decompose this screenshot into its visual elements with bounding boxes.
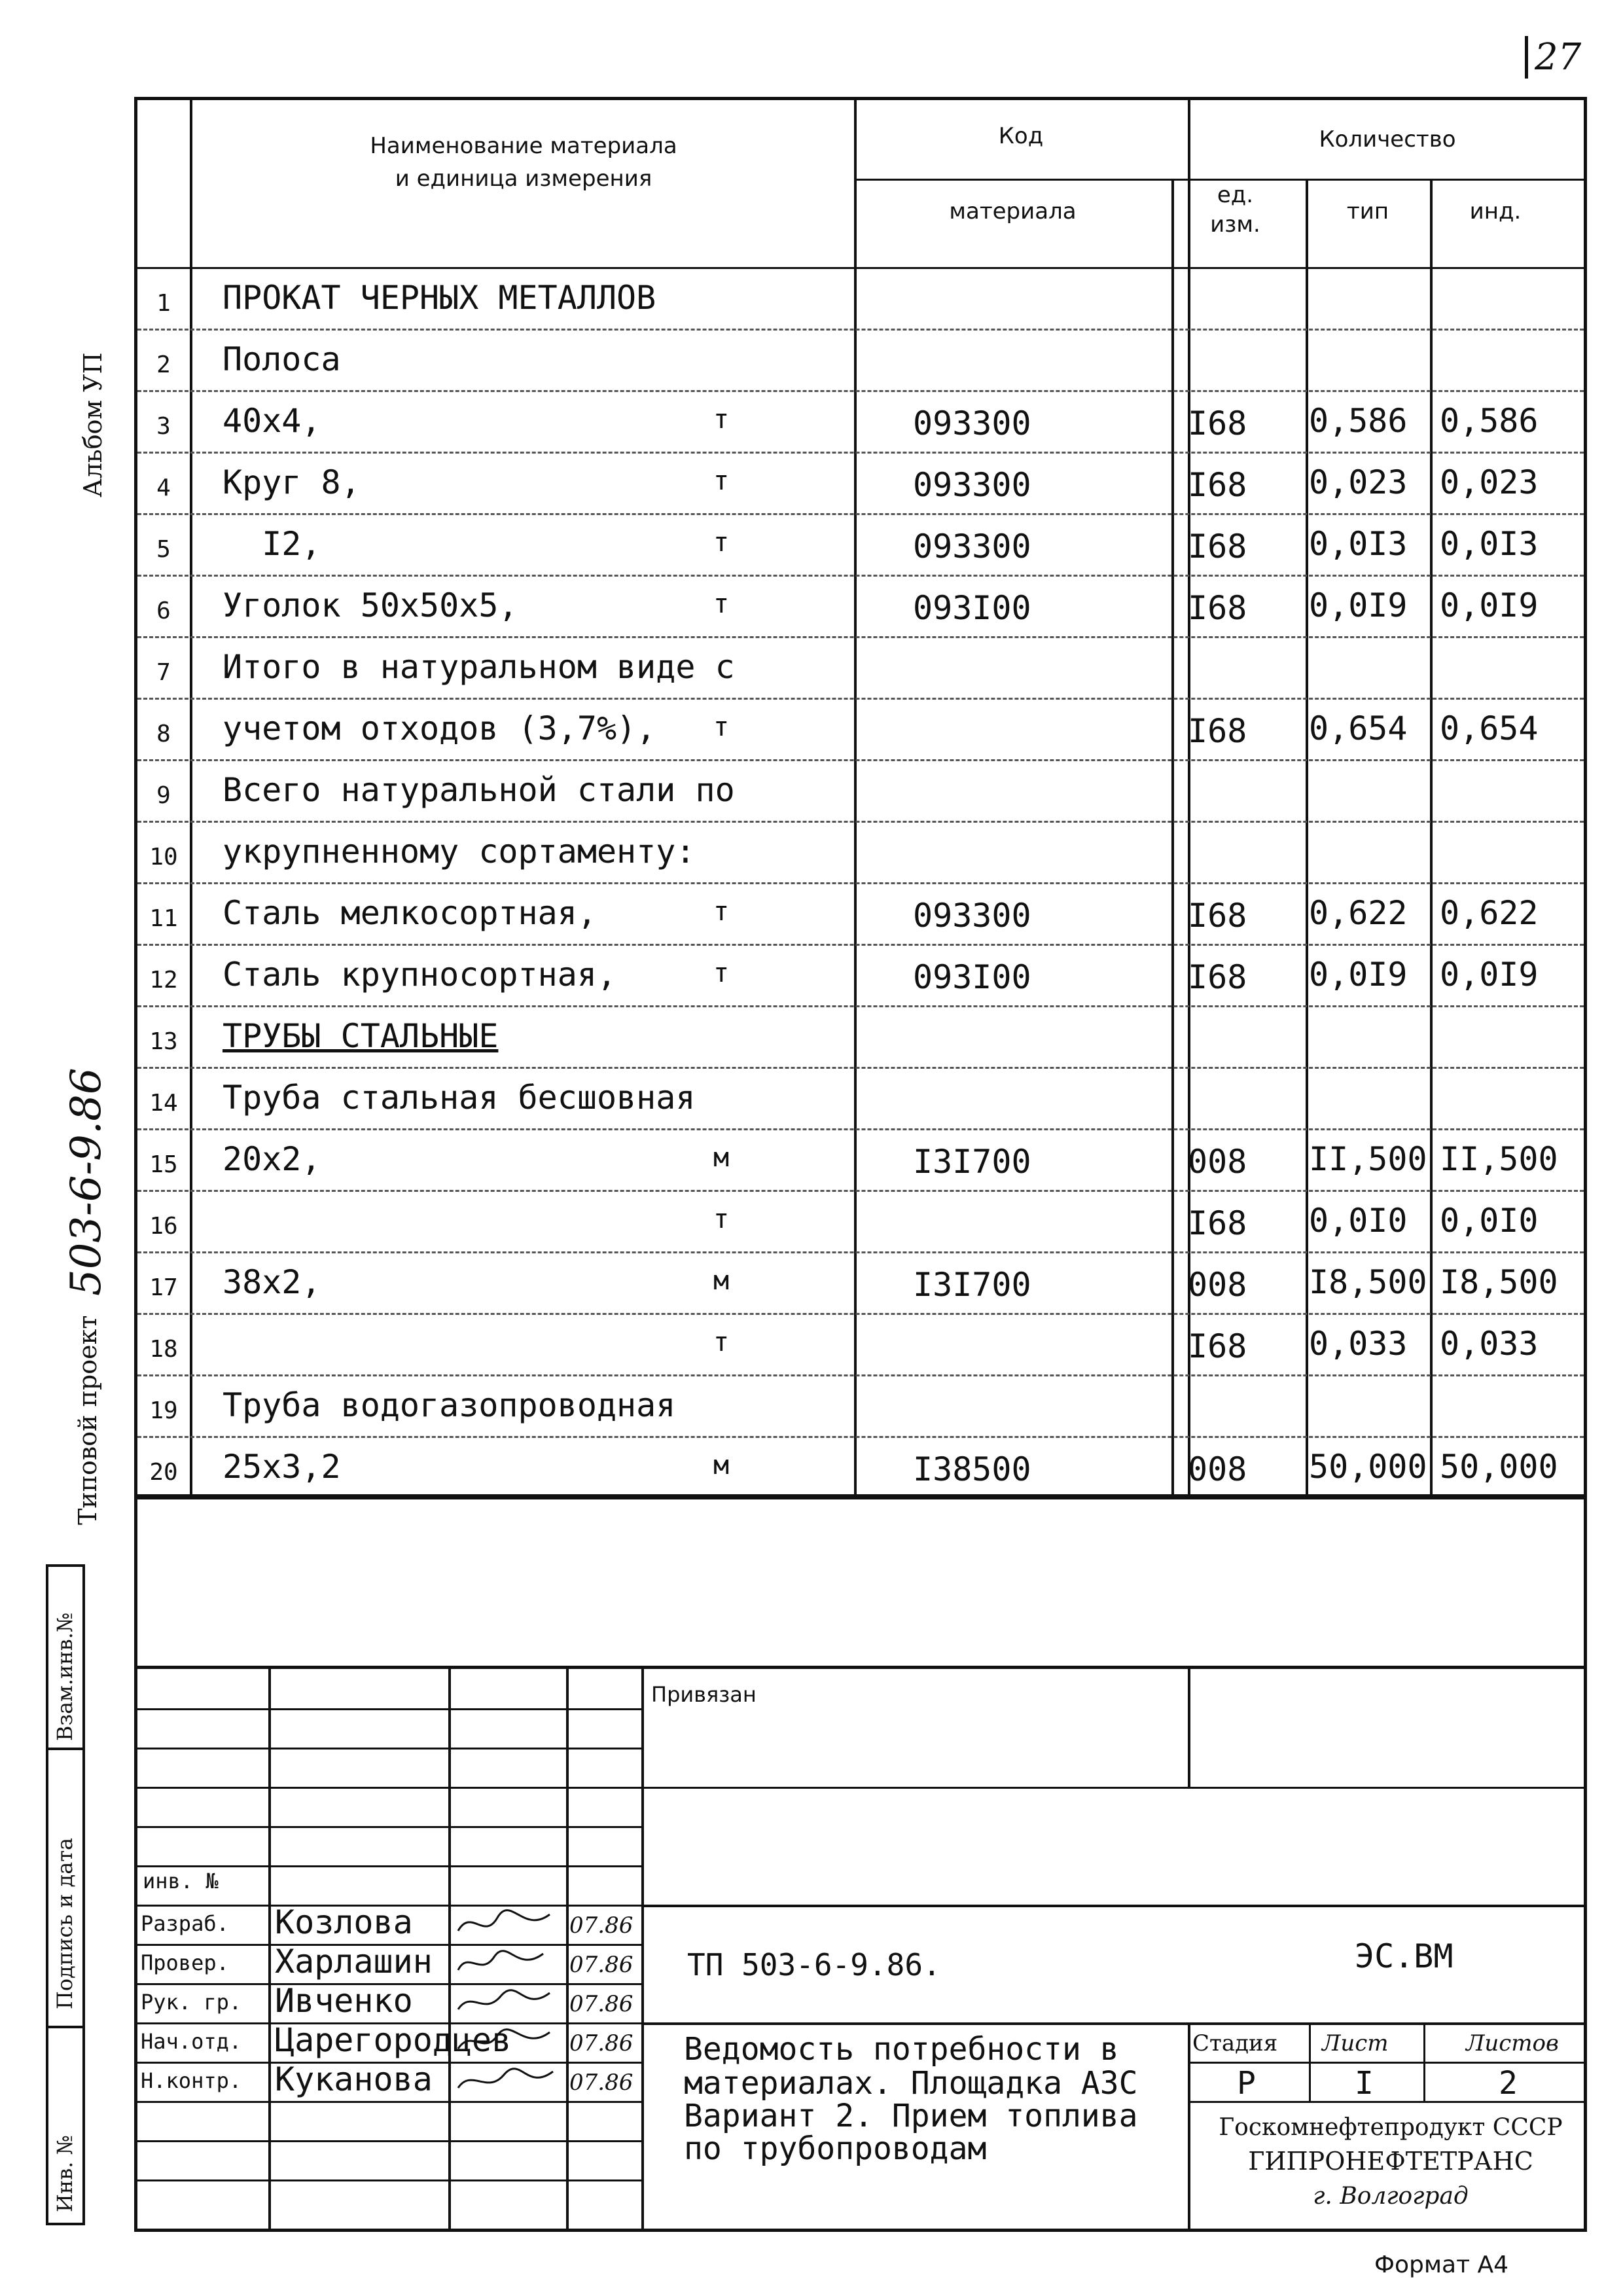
row-code: 093I00 xyxy=(913,958,1031,996)
row-ind: II,500 xyxy=(1309,1140,1427,1178)
row-ind: 0,033 xyxy=(1309,1325,1408,1363)
row-unit-letter: т xyxy=(713,712,730,742)
row-code: 093300 xyxy=(913,466,1031,504)
row-name: ПРОКАТ ЧЕРНЫХ МЕТАЛЛОВ xyxy=(223,279,656,317)
row-divider xyxy=(137,1128,1584,1130)
row-ind: 0,0I0 xyxy=(1309,1202,1408,1240)
row-divider xyxy=(137,1251,1584,1253)
podpis-label: Подпись и дата xyxy=(52,1837,77,2009)
row-number: 2 xyxy=(156,351,171,378)
row-name: 38х2, xyxy=(223,1263,321,1301)
row-divider xyxy=(137,882,1584,884)
row-unit-code: I68 xyxy=(1188,589,1247,627)
row-divider xyxy=(137,1436,1584,1438)
row-unit-code: 008 xyxy=(1188,1450,1247,1488)
row-code: 093300 xyxy=(913,528,1031,565)
row-ind: 0,0I3 xyxy=(1309,525,1408,563)
row-number: 20 xyxy=(149,1459,178,1486)
row-total: 0,023 xyxy=(1440,463,1539,501)
row-number: 5 xyxy=(156,536,171,563)
row-divider xyxy=(137,944,1584,946)
materials-table xyxy=(134,97,1587,1498)
doc-title-1: Ведомость потребности в xyxy=(684,2031,1119,2068)
row-divider xyxy=(137,513,1584,515)
row-number: 1 xyxy=(156,290,171,317)
row-unit-letter: т xyxy=(713,1204,730,1234)
row-total: 0,033 xyxy=(1440,1325,1539,1363)
row-total: 0,0I9 xyxy=(1440,956,1539,994)
name-4: Куканова xyxy=(275,2060,433,2098)
row-name: Всего натуральной стали по xyxy=(223,771,735,809)
doc-title-3: Вариант 2. Прием топлива xyxy=(684,2098,1138,2134)
header-material: материала xyxy=(949,198,1077,224)
row-divider xyxy=(137,1313,1584,1315)
privyazan-label: Привязан xyxy=(651,1682,757,1707)
row-number: 3 xyxy=(156,413,171,440)
row-number: 16 xyxy=(149,1213,178,1240)
row-name: Труба стальная бесшовная xyxy=(223,1079,696,1117)
stadia-label: Стадия xyxy=(1192,2030,1278,2056)
name-0: Козлова xyxy=(275,1903,413,1941)
row-name: Уголок 50х50х5, xyxy=(223,586,518,624)
row-code: I38500 xyxy=(913,1450,1031,1488)
list-value: I xyxy=(1355,2065,1374,2102)
signatures xyxy=(452,1905,563,2101)
row-ind: 0,622 xyxy=(1309,894,1408,932)
role-3: Нач.отд. xyxy=(141,2029,242,2054)
row-number: 15 xyxy=(149,1151,178,1178)
row-number: 12 xyxy=(149,967,178,994)
row-number: 8 xyxy=(156,721,171,747)
row-number: 10 xyxy=(149,844,178,870)
date-3: 07.86 xyxy=(569,2030,633,2056)
row-unit-code: I68 xyxy=(1188,1204,1247,1242)
row-name: 25х3,2 xyxy=(223,1448,341,1486)
row-name: Сталь крупносортная, xyxy=(223,956,617,994)
row-divider xyxy=(137,575,1584,577)
date-4: 07.86 xyxy=(569,2070,633,2096)
project-label: Типовой проект xyxy=(73,1315,102,1525)
row-unit-letter: т xyxy=(713,958,730,988)
row-divider xyxy=(137,698,1584,700)
name-2: Ивченко xyxy=(275,1982,413,2020)
row-ind: 0,023 xyxy=(1309,463,1408,501)
name-1: Харлашин xyxy=(275,1943,433,1981)
vzam-inv-label: Взам.инв.№ xyxy=(52,1612,77,1741)
listov-label: Листов xyxy=(1466,2030,1559,2056)
row-number: 18 xyxy=(149,1336,178,1363)
row-unit-letter: м xyxy=(713,1450,730,1480)
row-divider xyxy=(137,1374,1584,1376)
row-total: 0,0I0 xyxy=(1440,1202,1539,1240)
row-number: 6 xyxy=(156,598,171,624)
row-name: учетом отходов (3,7%), xyxy=(223,709,656,747)
row-ind: 0,0I9 xyxy=(1309,956,1408,994)
org-3: г. Волгоград xyxy=(1313,2183,1469,2210)
row-name: Труба водогазопроводная xyxy=(223,1386,676,1424)
title-block xyxy=(134,1666,1587,2232)
row-divider xyxy=(137,821,1584,823)
row-number: 14 xyxy=(149,1090,178,1117)
row-total: I8,500 xyxy=(1440,1263,1558,1301)
name-3: Царегородцев xyxy=(275,2021,512,2059)
header-name-2: и единица измерения xyxy=(395,166,652,192)
row-ind: 0,0I9 xyxy=(1309,586,1408,624)
row-code: I3I700 xyxy=(913,1143,1031,1181)
row-number: 19 xyxy=(149,1397,178,1424)
row-unit-code: I68 xyxy=(1188,528,1247,565)
row-total: II,500 xyxy=(1440,1140,1558,1178)
blank-area xyxy=(134,1494,1587,1669)
row-divider xyxy=(137,329,1584,331)
row-unit-letter: т xyxy=(713,589,730,619)
row-unit-letter: т xyxy=(713,404,730,435)
row-unit-code: I68 xyxy=(1188,897,1247,935)
row-number: 4 xyxy=(156,475,171,501)
album-label: Альбом УП xyxy=(79,352,107,497)
row-total: 0,0I9 xyxy=(1440,586,1539,624)
row-unit-code: I68 xyxy=(1188,404,1247,442)
project-number: 503-6-9.86 xyxy=(62,1067,111,1296)
row-unit-code: I68 xyxy=(1188,1327,1247,1365)
row-unit-code: 008 xyxy=(1188,1266,1247,1304)
row-unit-letter: т xyxy=(713,466,730,496)
inv-no-label: Инв. № xyxy=(52,2135,77,2212)
stadia-value: Р xyxy=(1237,2065,1256,2102)
row-ind: 50,000 xyxy=(1309,1448,1427,1486)
org-2: ГИПРОНЕФТЕТРАНС xyxy=(1248,2147,1533,2176)
row-name: 40х4, xyxy=(223,402,321,440)
listov-value: 2 xyxy=(1499,2065,1518,2102)
row-code: I3I700 xyxy=(913,1266,1031,1304)
row-code: 093300 xyxy=(913,897,1031,935)
row-unit-letter: м xyxy=(713,1266,730,1296)
row-name: ТРУБЫ СТАЛЬНЫЕ xyxy=(223,1017,499,1055)
row-total: 0,622 xyxy=(1440,894,1539,932)
org-1: Госкомнефтепродукт СССР xyxy=(1219,2114,1563,2141)
row-number: 11 xyxy=(149,905,178,932)
row-divider xyxy=(137,452,1584,454)
role-1: Провер. xyxy=(141,1950,229,1975)
row-name: укрупненному сортаменту: xyxy=(223,833,696,870)
row-total: 50,000 xyxy=(1440,1448,1558,1486)
row-divider xyxy=(137,759,1584,761)
row-divider xyxy=(137,1190,1584,1192)
row-total: 0,0I3 xyxy=(1440,525,1539,563)
row-name: Итого в натуральном виде с xyxy=(223,648,735,686)
format-label: Формат А4 xyxy=(1374,2251,1509,2278)
row-unit-code: I68 xyxy=(1188,466,1247,504)
role-0: Разраб. xyxy=(141,1911,229,1936)
page-number: 27 xyxy=(1525,36,1581,79)
row-ind: 0,654 xyxy=(1309,709,1408,747)
doc-code: ТП 503-6-9.86. xyxy=(687,1947,941,1982)
row-number: 7 xyxy=(156,659,171,686)
list-label: Лист xyxy=(1322,2030,1389,2056)
doc-title-4: по трубопроводам xyxy=(684,2130,987,2167)
row-total: 0,586 xyxy=(1440,402,1539,440)
row-number: 17 xyxy=(149,1274,178,1301)
role-2: Рук. гр. xyxy=(141,1990,242,2015)
row-unit-letter: м xyxy=(713,1143,730,1173)
row-code: 093300 xyxy=(913,404,1031,442)
role-4: Н.контр. xyxy=(141,2068,242,2093)
row-number: 13 xyxy=(149,1028,178,1055)
row-total: 0,654 xyxy=(1440,709,1539,747)
row-name: Круг 8, xyxy=(223,463,361,501)
row-unit-code: I68 xyxy=(1188,958,1247,996)
doc-mark: ЭС.ВМ xyxy=(1355,1937,1454,1975)
header-unit-2: изм. xyxy=(1210,211,1260,238)
header-ind: инд. xyxy=(1469,198,1522,224)
row-name: 20х2, xyxy=(223,1140,321,1178)
row-divider xyxy=(137,1005,1584,1007)
date-2: 07.86 xyxy=(569,1991,633,2017)
row-unit-letter: т xyxy=(713,528,730,558)
date-1: 07.86 xyxy=(569,1952,633,1978)
header-unit: ед. xyxy=(1217,182,1254,208)
row-divider xyxy=(137,390,1584,392)
row-unit-letter: т xyxy=(713,1327,730,1357)
row-name: Полоса xyxy=(223,340,341,378)
row-name: Сталь мелкосортная, xyxy=(223,894,597,932)
header-code: Код xyxy=(998,123,1044,149)
row-divider xyxy=(137,1067,1584,1069)
doc-title-2: материалах. Площадка АЗС xyxy=(684,2065,1138,2102)
row-code: 093I00 xyxy=(913,589,1031,627)
header-qty: Количество xyxy=(1319,126,1456,152)
row-divider xyxy=(137,636,1584,638)
row-ind: I8,500 xyxy=(1309,1263,1427,1301)
header-tip: тип xyxy=(1346,198,1389,224)
row-unit-code: 008 xyxy=(1188,1143,1247,1181)
row-unit-code: I68 xyxy=(1188,712,1247,750)
row-ind: 0,586 xyxy=(1309,402,1408,440)
row-number: 9 xyxy=(156,782,171,809)
row-unit-letter: т xyxy=(713,897,730,927)
date-0: 07.86 xyxy=(569,1912,633,1939)
row-name: I2, xyxy=(223,525,321,563)
header-name: Наименование материала xyxy=(370,133,677,159)
inv-label: инв. № xyxy=(143,1869,219,1893)
